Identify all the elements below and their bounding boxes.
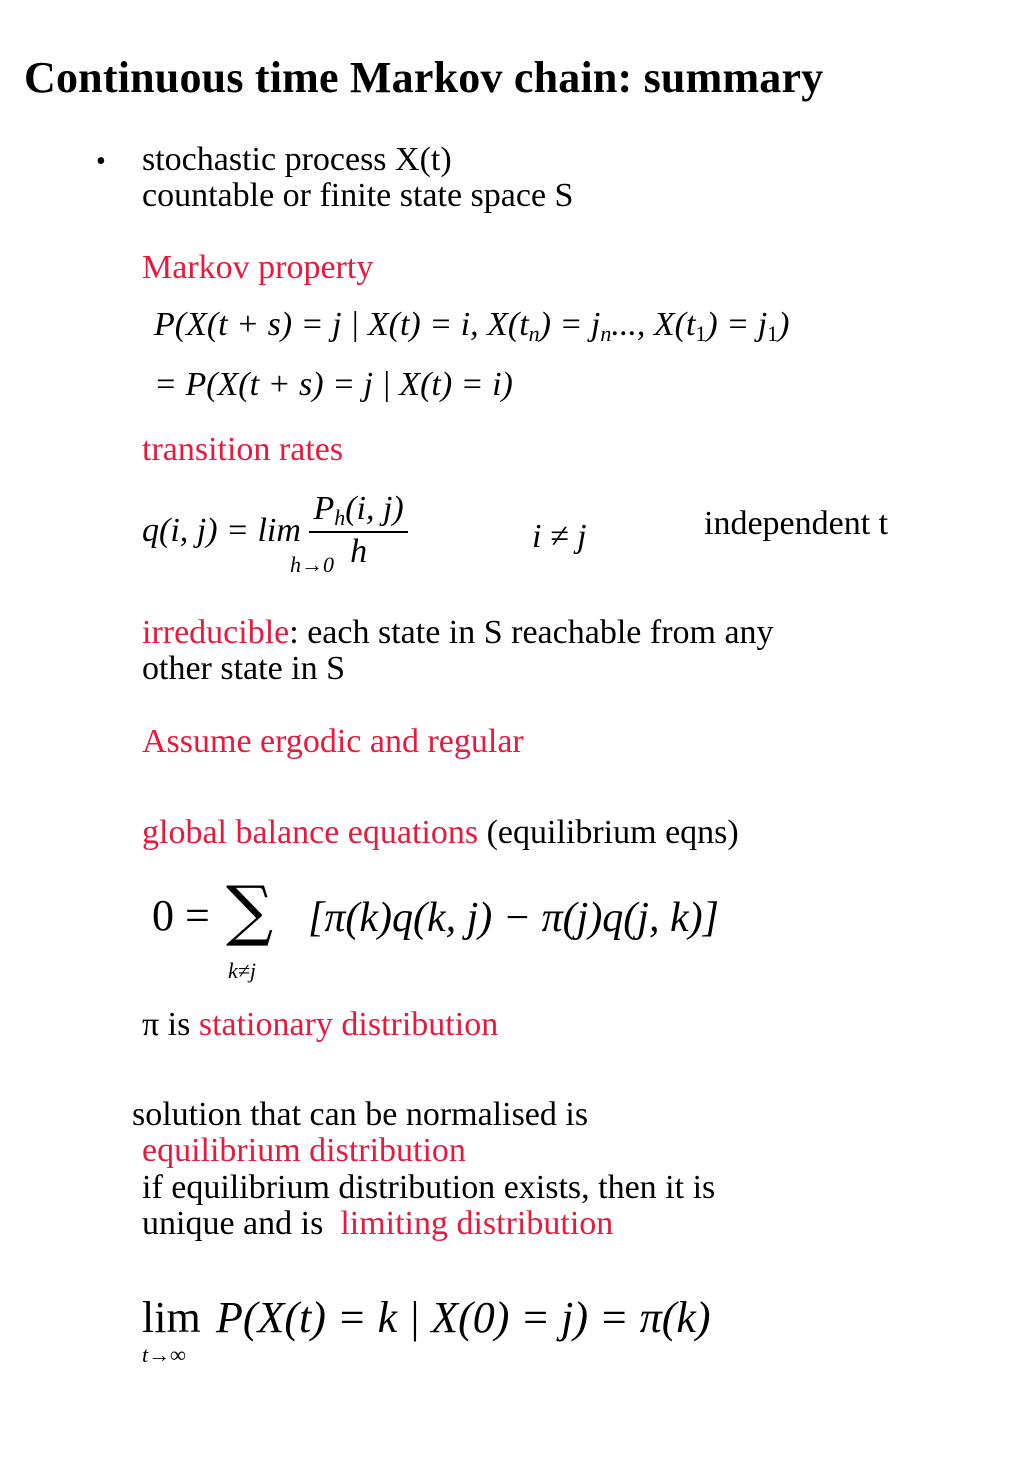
markov-equation-line-2: = P(X(t + s) = j | X(t) = i) — [154, 366, 513, 403]
rate-independence-note: independent t — [704, 505, 889, 542]
assume-line: Assume ergodic and regular — [142, 723, 524, 760]
sum-subscript: k≠j — [228, 958, 256, 983]
solution-line-4 — [142, 1206, 613, 1242]
global-eq-lhs: 0 = — [152, 891, 210, 940]
sum-symbol: ∑ — [226, 872, 274, 949]
markov-eq1-sub-jn: n — [600, 321, 612, 346]
limit-lim: lim — [142, 1293, 201, 1342]
solution-line-1: solution that can be normalised is — [132, 1096, 589, 1133]
irreducible-line-2: other state in S — [142, 650, 346, 687]
stationary-prefix: π is — [142, 1006, 199, 1043]
markov-eq1-sub-j1: 1 — [767, 321, 779, 346]
intro-line-1: stochastic process X(t) — [142, 141, 452, 178]
markov-eq1-sub-1: 1 — [695, 321, 707, 346]
solution-line-4-prefix: unique and is — [142, 1205, 341, 1242]
limit-equation-body: P(X(t) = k | X(0) = j) = π(k) — [216, 1293, 711, 1342]
markov-eq1-mid: ) = j — [539, 306, 601, 343]
intro-line-2: countable or finite state space S — [142, 177, 574, 214]
solution-line-3: if equilibrium distribution exists, then it is — [142, 1169, 716, 1206]
markov-equation-line-1 — [154, 306, 789, 347]
stationary-term: stationary distribution — [198, 1006, 499, 1043]
limit-lim-subscript: t→∞ — [142, 1342, 186, 1367]
transition-rates-heading: transition rates — [142, 431, 344, 468]
rate-fraction-numerator — [309, 490, 407, 533]
transition-rate-equation — [142, 490, 408, 590]
irreducible-rest: : each state in S reachable from any — [289, 614, 774, 651]
bullet-marker: • — [96, 146, 106, 177]
limiting-distribution-term: limiting distribution — [340, 1205, 614, 1242]
page-title: Continuous time Markov chain: summary — [24, 53, 824, 102]
markov-eq1-mid2: ) = j — [706, 306, 768, 343]
markov-eq1-dots: ..., X(t — [611, 306, 696, 343]
irreducible-line-1 — [142, 615, 774, 651]
rate-num-rest: (i, j) — [345, 490, 404, 527]
rate-num-p: P — [313, 490, 335, 527]
rate-fraction-denominator: h — [350, 533, 368, 570]
rate-eq-lhs: q(i, j) = lim — [142, 511, 301, 549]
equilibrium-distribution-term: equilibrium distribution — [142, 1132, 466, 1169]
markov-eq1-end: ) — [778, 306, 790, 343]
markov-eq1-lhs: P(X(t + s) = j | X(t) = i, X(t — [154, 306, 529, 343]
markov-property-heading: Markov property — [142, 249, 374, 286]
global-balance-heading — [142, 815, 739, 851]
stationary-line — [142, 1007, 498, 1043]
global-balance-rest: (equilibrium eqns) — [478, 814, 739, 851]
rate-num-sub: h — [334, 505, 346, 530]
global-eq-body: [π(k)q(k, j) − π(j)q(j, k)] — [308, 895, 719, 941]
irreducible-term: irreducible — [142, 614, 290, 651]
rate-condition: i ≠ j — [532, 518, 587, 555]
global-balance-term: global balance equations — [142, 814, 479, 851]
rate-lim-subscript: h→0 — [290, 551, 334, 577]
markov-eq1-sub-n: n — [528, 321, 540, 346]
